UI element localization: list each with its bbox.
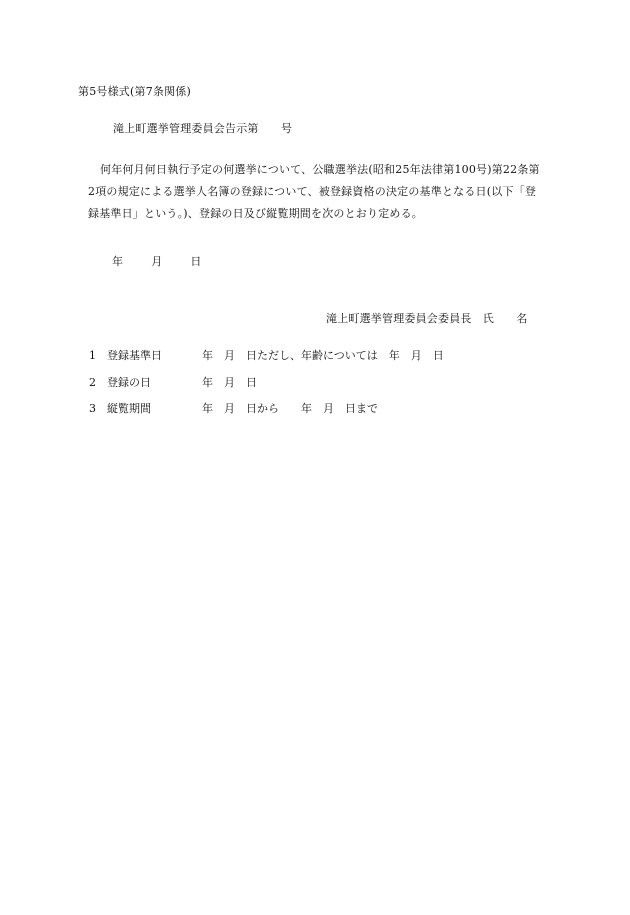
body-line: 2項の規定による選挙人名簿の登録について、被登録資格の決定の基準となる日(以下「登 xyxy=(88,185,537,198)
body-paragraph xyxy=(84,159,564,225)
item-value: 年 月 日ただし、年齢については 年 月 日 xyxy=(202,349,444,362)
signature-line: 滝上町選挙管理委員会委員長 氏 名 xyxy=(326,312,528,325)
item-number: 1 xyxy=(89,349,96,362)
date-year: 年 xyxy=(112,255,124,268)
list-item xyxy=(89,376,257,390)
item-label: 登録の日 xyxy=(107,376,151,389)
body-line: 録基準日」という。)、登録の日及び縦覧期間を次のとおり定める。 xyxy=(88,207,423,220)
item-number: 2 xyxy=(89,376,96,389)
date-line xyxy=(112,255,202,269)
notice-title: 滝上町選挙管理委員会告示第 号 xyxy=(113,122,293,135)
item-value: 年 月 日 xyxy=(202,376,257,389)
body-line: 何年何月何日執行予定の何選挙について、公職選挙法(昭和25年法律第100号)第22条第 xyxy=(100,163,540,176)
item-number: 3 xyxy=(89,402,96,415)
form-number-label: 第5号様式(第7条関係) xyxy=(78,85,191,98)
list-item xyxy=(89,402,378,416)
item-label: 縦覧期間 xyxy=(107,402,151,415)
date-month: 月 xyxy=(151,255,163,268)
item-label: 登録基準日 xyxy=(107,349,162,362)
list-item xyxy=(89,349,444,363)
date-day: 日 xyxy=(190,255,202,268)
item-value: 年 月 日から 年 月 日まで xyxy=(202,402,378,415)
